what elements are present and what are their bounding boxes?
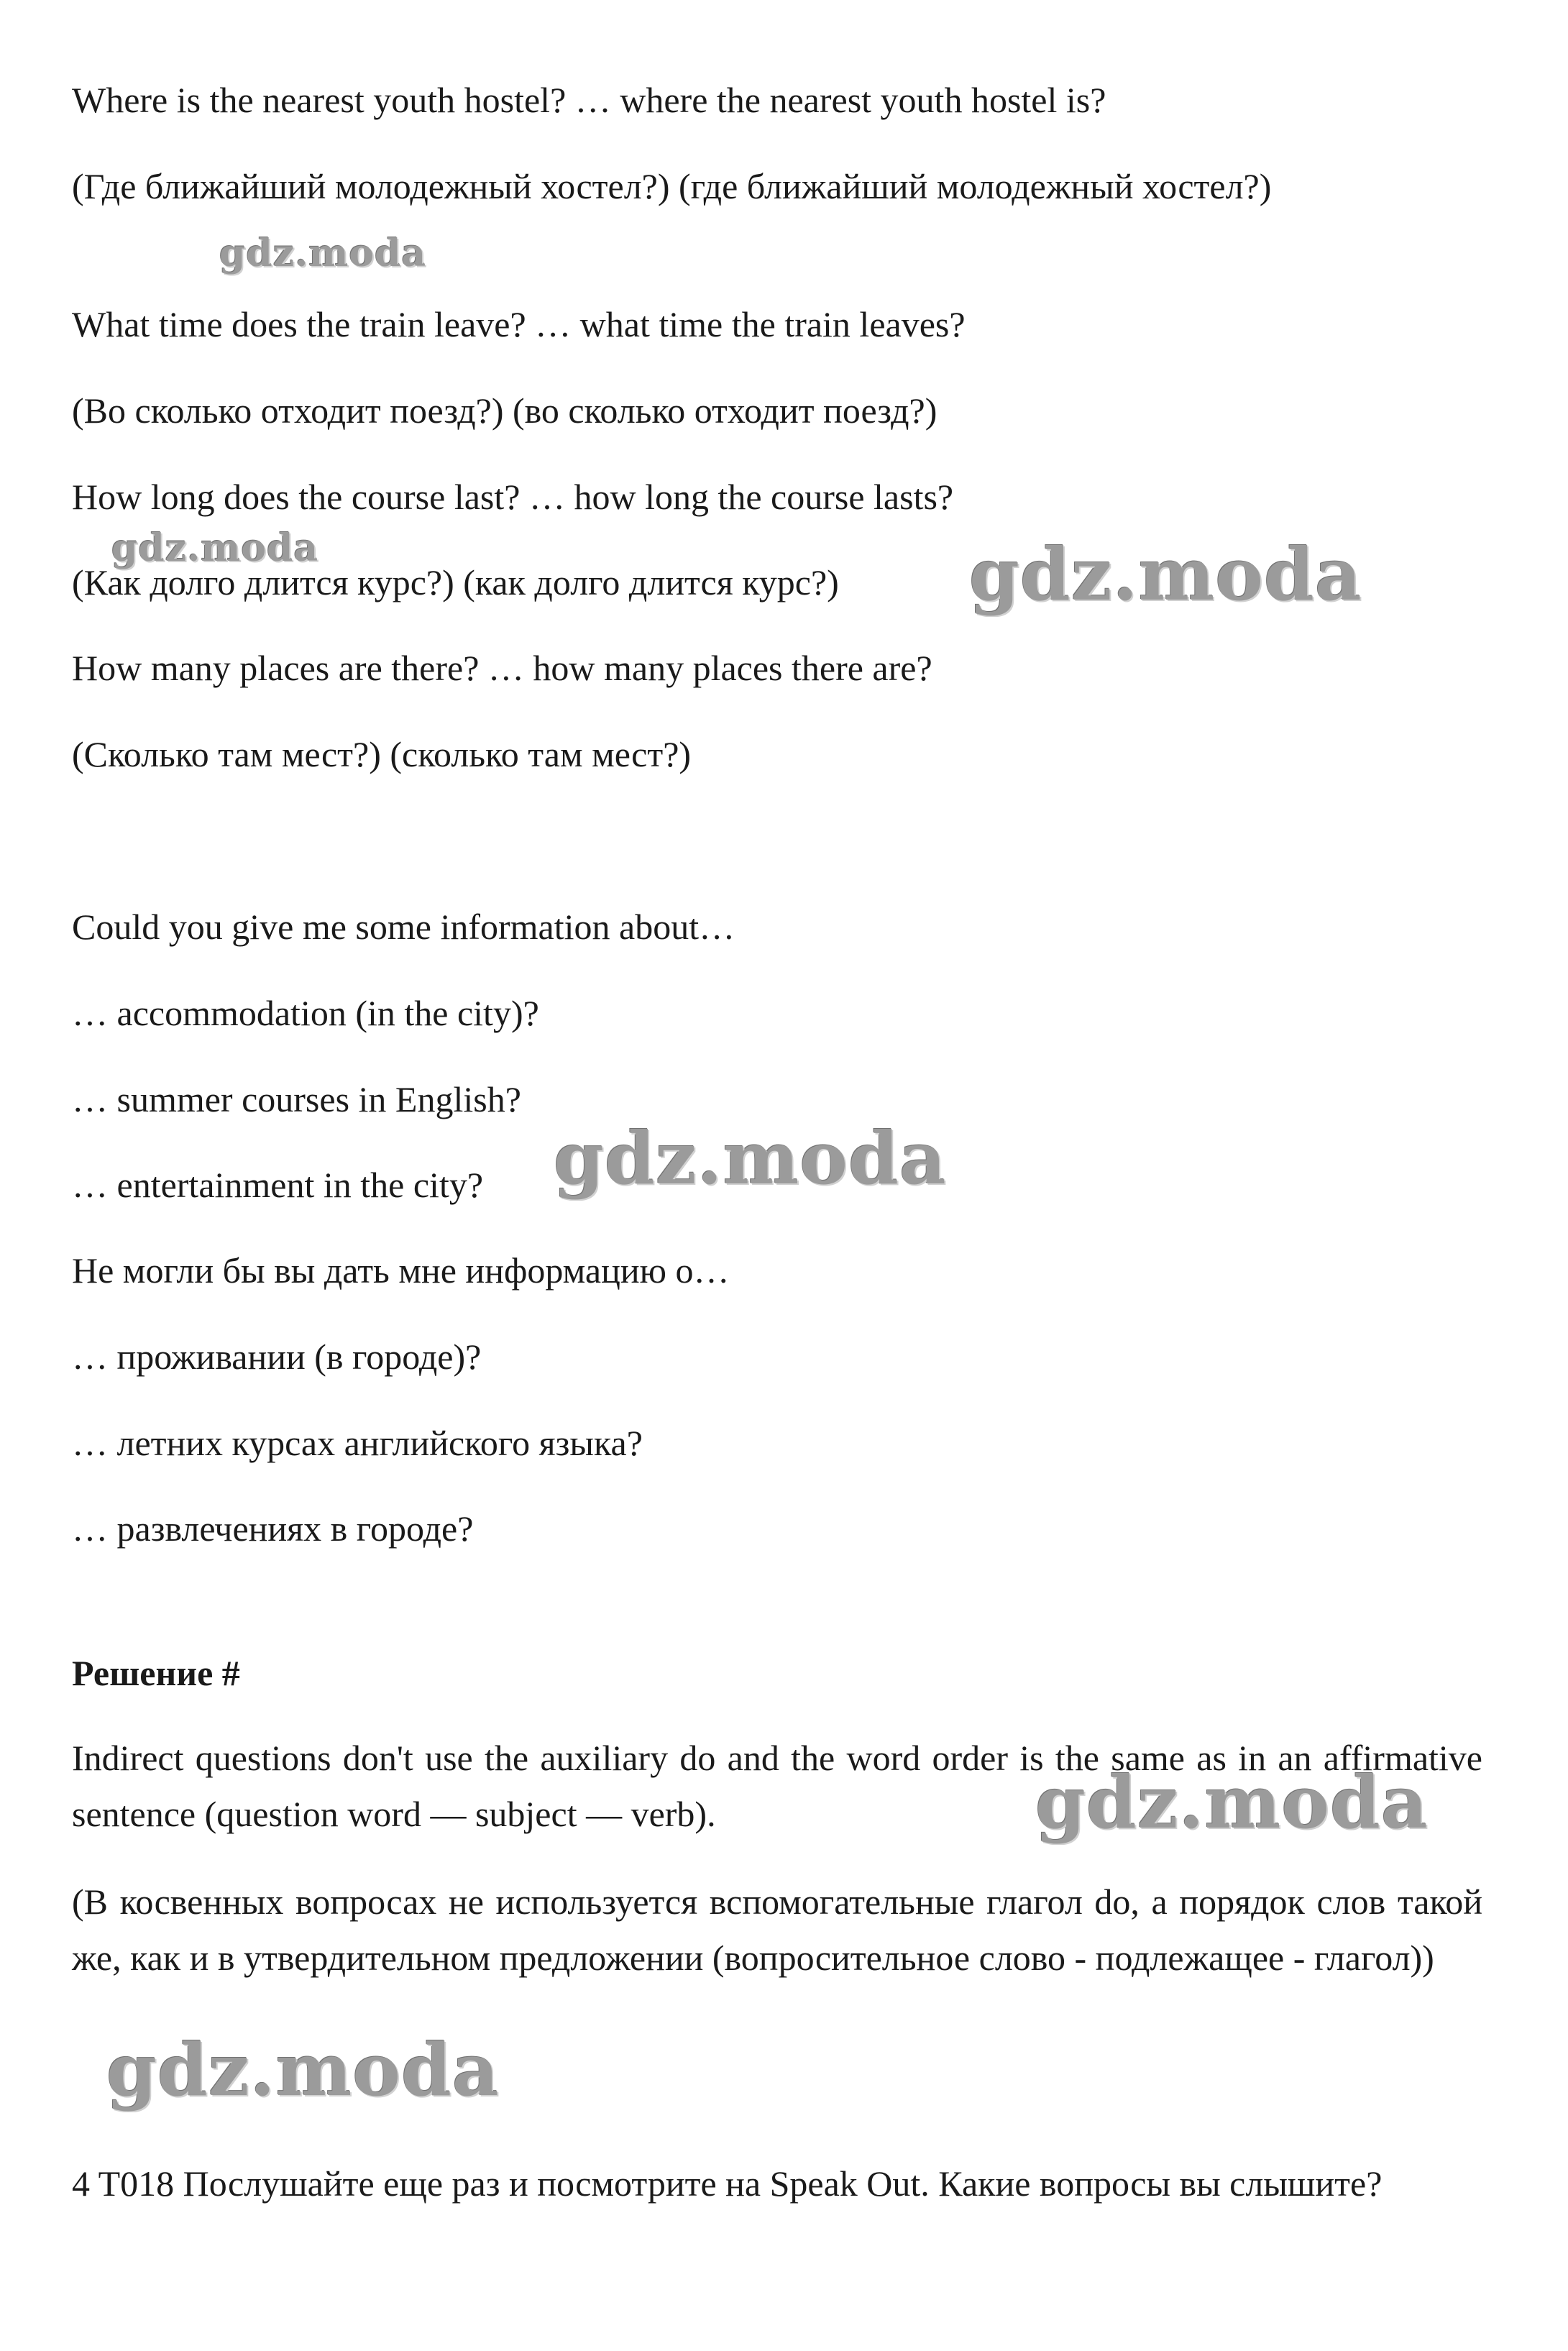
question-2-ru: (Во сколько отходит поезд?) (во сколько отходит поезд?): [72, 390, 937, 431]
watermark: gdz.moda: [1035, 1760, 1429, 1845]
solution-heading: Решение #: [72, 1653, 240, 1693]
solution-text-en: Indirect questions don't use the auxiliary do and the word order is the same as in an affirmative sentence (question word — subject — verb).: [72, 1738, 1482, 1834]
watermark: gdz.moda: [111, 526, 319, 570]
next-task: 4 T018 Послушайте еще раз и посмотрите на Speak Out. Какие вопросы вы слышите?: [72, 2163, 1383, 2204]
info-ru-item: … развлечениях в городе?: [72, 1508, 474, 1549]
info-en-intro: Could you give me some information about…: [72, 907, 735, 947]
question-2-en: What time does the train leave? … what time the train leaves?: [72, 304, 966, 344]
question-4-en: How many places are there? … how many places there are?: [72, 648, 932, 688]
info-en-item: … accommodation (in the city)?: [72, 993, 539, 1033]
watermark: gdz.moda: [969, 532, 1362, 617]
question-3-en: How long does the course last? … how long the course lasts?: [72, 477, 954, 517]
question-3-ru: (Как долго длится курс?) (как долго длится курс?): [72, 562, 839, 602]
question-1-ru: (Где ближайший молодежный хостел?) (где ближайший молодежный хостел?): [72, 166, 1272, 206]
watermark: gdz.moda: [219, 232, 427, 275]
info-ru-intro: Не могли бы вы дать мне информацию о…: [72, 1250, 730, 1291]
question-4-ru: (Сколько там мест?) (сколько там мест?): [72, 734, 692, 774]
info-ru-item: … летних курсах английского языка?: [72, 1423, 643, 1463]
info-en-item: … entertainment in the city?: [72, 1165, 484, 1205]
info-ru-item: … проживании (в городе)?: [72, 1337, 482, 1377]
info-en-item: … summer courses in English?: [72, 1079, 521, 1119]
watermark: gdz.moda: [106, 2027, 500, 2112]
watermark: gdz.moda: [554, 1116, 947, 1201]
question-1-en: Where is the nearest youth hostel? … where the nearest youth hostel is?: [72, 80, 1106, 120]
solution-text-ru: (В косвенных вопросах не используется вспомогательные глагол do, а порядок слов такой же, как и в утвердительном предложении (вопросительное слово - подлежащее - глагол)): [72, 1882, 1482, 1978]
